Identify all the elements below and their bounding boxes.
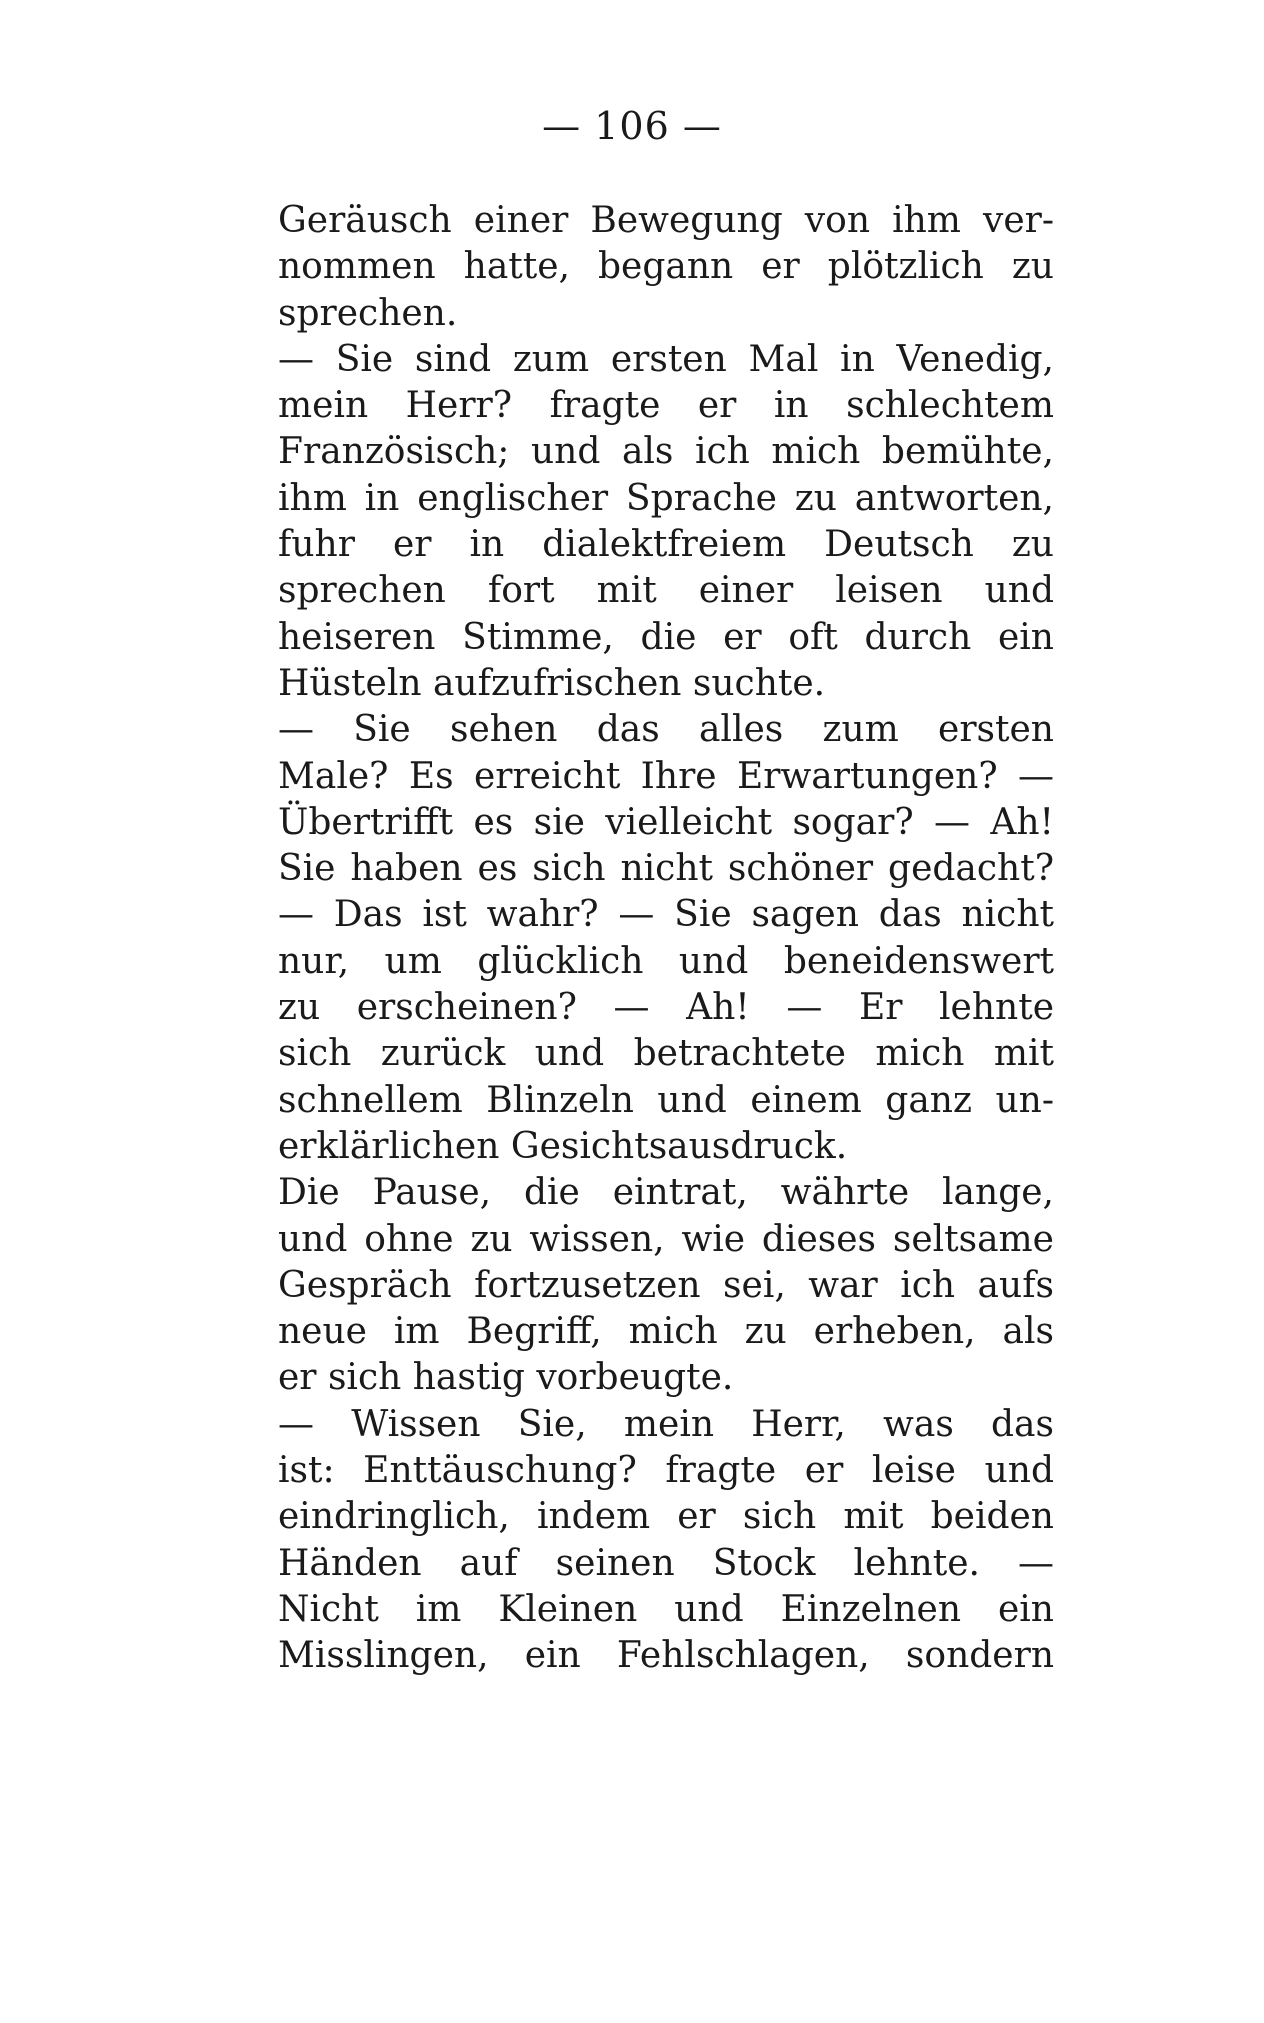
text-line: Gespräch fortzusetzen sei, war ich aufs <box>278 1264 1054 1306</box>
text-line: — Sie sehen das alles zum ersten <box>278 709 1054 751</box>
text-line: sprechen fort mit einer leisen und <box>278 570 1054 612</box>
text-line: — Wissen Sie, mein Herr, was das <box>278 1403 1054 1445</box>
text-line: zu erscheinen? — Ah! — Er lehnte <box>278 987 1054 1029</box>
text-line: eindringlich, indem er sich mit beiden <box>278 1496 1054 1538</box>
text-line: Misslingen, ein Fehlschlagen, sondern <box>278 1635 1054 1677</box>
text-line: — Das ist wahr? — Sie sagen das nicht <box>278 894 1054 936</box>
text-line: nommen hatte, begann er plötzlich zu <box>278 246 1054 288</box>
text-line: neue im Begriff, mich zu erheben, als <box>278 1311 1054 1353</box>
text-line: Französisch; und als ich mich bemühte, <box>278 431 1054 473</box>
text-line: er sich hastig vorbeugte. <box>278 1357 734 1399</box>
text-line: ist: Enttäuschung? fragte er leise und <box>278 1450 1054 1492</box>
text-line: mein Herr? fragte er in schlechtem <box>278 385 1054 427</box>
text-line: Male? Es erreicht Ihre Erwartungen? — <box>278 755 1054 797</box>
text-line: Übertrifft es sie vielleicht sogar? — Ah! <box>278 801 1054 843</box>
text-line: Geräusch einer Bewegung von ihm ver- <box>278 200 1054 241</box>
text-line: erklärlichen Gesichtsausdruck. <box>278 1125 848 1167</box>
text-line: sprechen. <box>278 292 458 334</box>
text-line: schnellem Blinzeln und einem ganz un- <box>278 1079 1054 1121</box>
text-line: Hüsteln aufzufrischen suchte. <box>278 662 826 704</box>
text-line: heiseren Stimme, die er oft durch ein <box>278 616 1054 658</box>
body-text <box>278 198 1054 1680</box>
text-line: fuhr er in dialektfreiem Deutsch zu <box>278 524 1054 566</box>
text-line: und ohne zu wissen, wie dieses seltsame <box>278 1218 1054 1260</box>
text-line: Nicht im Kleinen und Einzelnen ein <box>278 1588 1054 1630</box>
text-line: Sie haben es sich nicht schöner gedacht? <box>278 848 1054 890</box>
text-line: ihm in englischer Sprache zu antworten, <box>278 477 1054 519</box>
text-line: sich zurück und betrachtete mich mit <box>278 1033 1054 1075</box>
page-number: — 106 — <box>542 104 722 148</box>
text-line: nur, um glücklich und beneidenswert <box>278 940 1054 982</box>
text-line: Die Pause, die eintrat, währte lange, <box>278 1172 1054 1214</box>
text-line: — Sie sind zum ersten Mal in Venedig, <box>278 338 1054 380</box>
text-line: Händen auf seinen Stock lehnte. — <box>278 1542 1054 1584</box>
